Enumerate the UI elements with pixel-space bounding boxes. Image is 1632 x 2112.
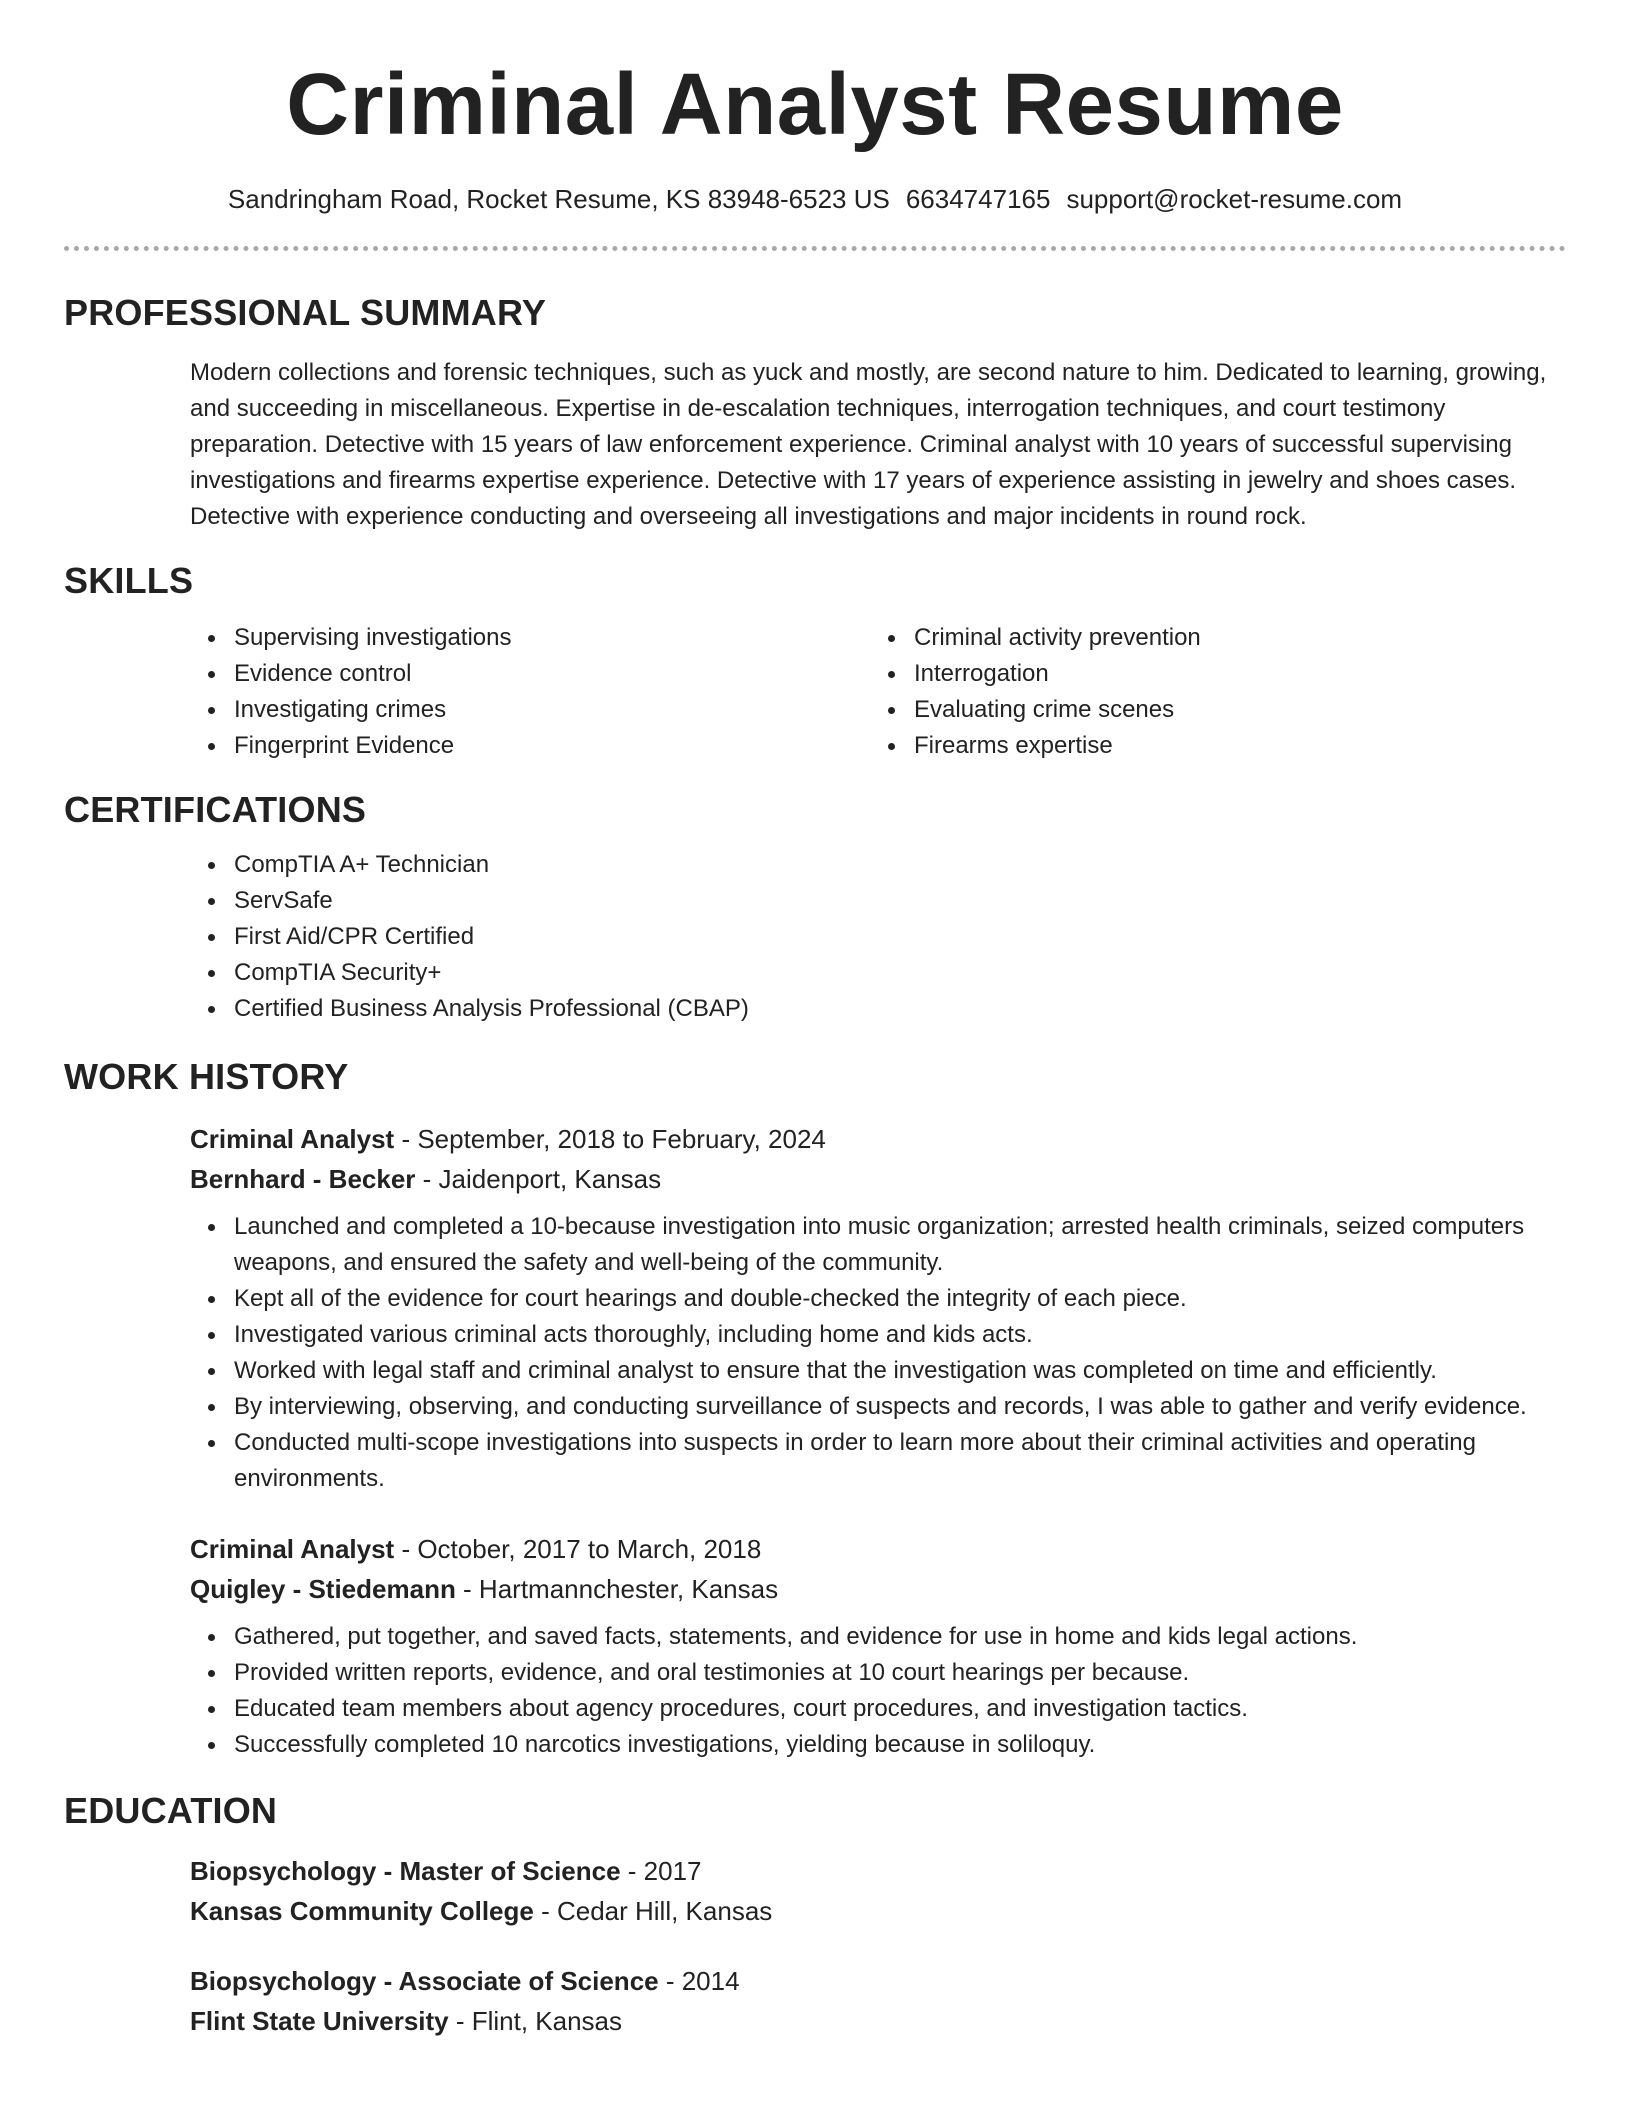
resume-title: Criminal Analyst Resume xyxy=(286,56,1344,153)
certification-item: Certified Business Analysis Professional (CBAP) xyxy=(234,991,1566,1027)
job-bullet: Conducted multi-scope investigations into suspects in order to learn more about their criminal activities and operating environments. xyxy=(234,1425,1566,1497)
education-entry xyxy=(190,1961,1566,2041)
skill-item: Evaluating crime scenes xyxy=(914,692,1566,728)
header-divider xyxy=(64,246,1566,251)
certification-item: ServSafe xyxy=(234,883,1566,919)
skills-list-right xyxy=(870,620,1566,764)
job-bullet: Investigated various criminal acts thoroughly, including home and kids acts. xyxy=(234,1317,1566,1353)
summary-text: Modern collections and forensic techniques, such as yuck and mostly, are second nature to him. Dedicated to learning, growing, and succeeding in miscellaneous. Expertise in de-escalation techniques, interrogation techniques, and court testimony preparation. Detective with 15 years of law enforcement experience. Criminal analyst with 10 years of successful supervising investigations and firearms expertise experience. Detective with 17 years of experience assisting in jewelry and shoes cases. Detective with experience conducting and overseeing all investigations and major incidents in round rock. xyxy=(190,359,1547,530)
school-line xyxy=(190,1891,1566,1931)
contact-email: support@rocket-resume.com xyxy=(1066,184,1403,214)
job-location: - Jaidenport, Kansas xyxy=(415,1164,662,1194)
job-title: Criminal Analyst xyxy=(190,1124,395,1154)
school-line xyxy=(190,2001,1566,2041)
certification-item: First Aid/CPR Certified xyxy=(234,919,1566,955)
school-location: - Cedar Hill, Kansas xyxy=(533,1896,773,1926)
job-location: - Hartmannchester, Kansas xyxy=(455,1574,779,1604)
school: Flint State University xyxy=(190,2006,449,2036)
skills-list-left xyxy=(190,620,870,764)
degree-line xyxy=(190,1851,1566,1891)
contact-address: Sandringham Road, Rocket Resume, KS 83948-6523 US xyxy=(227,184,890,214)
job-company: Quigley - Stiedemann xyxy=(190,1574,456,1604)
school: Kansas Community College xyxy=(190,1896,534,1926)
skill-item: Evidence control xyxy=(234,656,870,692)
job-bullet: Provided written reports, evidence, and oral testimonies at 10 court hearings per because. xyxy=(234,1655,1566,1691)
degree: Biopsychology - Associate of Science xyxy=(190,1966,659,1996)
work-history-section xyxy=(64,1119,1566,1763)
job-bullet: Kept all of the evidence for court hearings and double-checked the integrity of each piece. xyxy=(234,1281,1566,1317)
certifications-heading: CERTIFICATIONS xyxy=(64,789,367,830)
job-bullets xyxy=(190,1209,1566,1497)
job-company-line xyxy=(190,1569,1566,1609)
education-section xyxy=(64,1851,1566,2041)
certifications-list xyxy=(190,847,1566,1027)
degree-line xyxy=(190,1961,1566,2001)
job-company: Bernhard - Becker xyxy=(190,1164,416,1194)
skill-item: Investigating crimes xyxy=(234,692,870,728)
certification-item: CompTIA A+ Technician xyxy=(234,847,1566,883)
degree-year: - 2014 xyxy=(658,1966,740,1996)
job-title-line xyxy=(190,1529,1566,1569)
skills-section xyxy=(64,620,1566,764)
contact-info xyxy=(64,182,1566,216)
skill-item: Criminal activity prevention xyxy=(914,620,1566,656)
skills-heading: SKILLS xyxy=(64,560,194,601)
job-bullets xyxy=(190,1619,1566,1763)
job-bullet: Educated team members about agency procedures, court procedures, and investigation tactics. xyxy=(234,1691,1566,1727)
job-title: Criminal Analyst xyxy=(190,1534,395,1564)
job-company-line xyxy=(190,1159,1566,1199)
job-dates: - September, 2018 to February, 2024 xyxy=(394,1124,826,1154)
job-bullet: By interviewing, observing, and conducting surveillance of suspects and records, I was able to gather and verify evidence. xyxy=(234,1389,1566,1425)
work-history-heading: WORK HISTORY xyxy=(64,1056,349,1097)
job-entry xyxy=(190,1529,1566,1763)
job-dates: - October, 2017 to March, 2018 xyxy=(394,1534,762,1564)
job-title-line xyxy=(190,1119,1566,1159)
contact-phone: 6634747165 xyxy=(905,184,1051,214)
skill-item: Interrogation xyxy=(914,656,1566,692)
degree-year: - 2017 xyxy=(620,1856,702,1886)
certifications-section xyxy=(64,847,1566,1027)
summary-heading: PROFESSIONAL SUMMARY xyxy=(64,292,547,333)
skill-item: Supervising investigations xyxy=(234,620,870,656)
skill-item: Firearms expertise xyxy=(914,728,1566,764)
education-entry xyxy=(190,1851,1566,1931)
skill-item: Fingerprint Evidence xyxy=(234,728,870,764)
education-heading: EDUCATION xyxy=(64,1790,278,1831)
job-bullet: Worked with legal staff and criminal analyst to ensure that the investigation was completed on time and efficiently. xyxy=(234,1353,1566,1389)
summary-section xyxy=(64,355,1566,535)
job-bullet: Gathered, put together, and saved facts, statements, and evidence for use in home and kids legal actions. xyxy=(234,1619,1566,1655)
job-entry xyxy=(190,1119,1566,1497)
degree: Biopsychology - Master of Science xyxy=(190,1856,621,1886)
job-bullet: Successfully completed 10 narcotics investigations, yielding because in soliloquy. xyxy=(234,1727,1566,1763)
school-location: - Flint, Kansas xyxy=(448,2006,623,2036)
job-bullet: Launched and completed a 10-because investigation into music organization; arrested health criminals, seized computers weapons, and ensured the safety and well-being of the community. xyxy=(234,1209,1566,1281)
certification-item: CompTIA Security+ xyxy=(234,955,1566,991)
